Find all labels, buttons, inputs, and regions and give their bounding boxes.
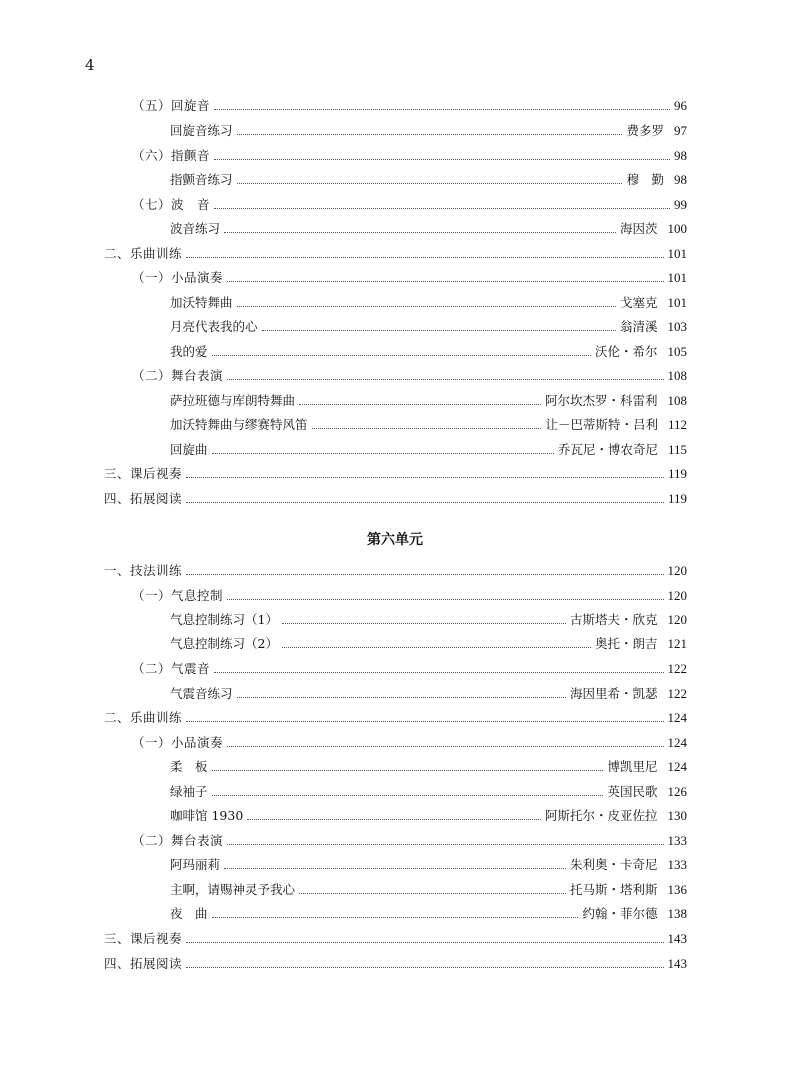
leader-dots (186, 477, 664, 478)
toc-page: 101 (667, 246, 687, 261)
toc-entry (170, 295, 687, 311)
toc-title: （一）小品演奏 (132, 735, 224, 750)
toc-entry (132, 833, 687, 849)
toc-title: 月亮代表我的心 (170, 319, 258, 334)
toc-entry (104, 563, 687, 579)
leader-dots (186, 257, 663, 258)
toc-entry (132, 148, 687, 164)
page-number: 4 (85, 56, 95, 74)
toc-page: 98 (674, 148, 687, 163)
toc-entry (170, 172, 687, 188)
toc-page: 124 (667, 710, 687, 725)
toc-entry (170, 417, 687, 433)
toc-entry (170, 636, 687, 652)
toc-page: 119 (667, 491, 687, 506)
toc-entry (132, 735, 687, 751)
toc-author: 让－巴蒂斯特・吕利 (545, 417, 658, 432)
toc-title: （一）小品演奏 (132, 270, 224, 285)
leader-dots (212, 770, 604, 771)
toc-title: 柔 板 (170, 759, 208, 774)
toc-page: 97 (674, 123, 687, 138)
toc-author: 古斯塔夫・欣克 (569, 612, 658, 627)
leader-dots (247, 819, 541, 820)
toc-page: 98 (674, 172, 687, 187)
toc-author: 英国民歌 (607, 784, 658, 799)
toc-page: 120 (667, 563, 687, 578)
leader-dots (237, 134, 623, 135)
toc-entry (170, 442, 687, 458)
leader-dots (237, 697, 566, 698)
toc-title: 主啊，请赐神灵予我心 (170, 882, 296, 897)
leader-dots (186, 967, 663, 968)
toc-entry (170, 393, 687, 409)
leader-dots (227, 281, 663, 282)
toc-page: 124 (667, 735, 687, 750)
toc-entry (170, 319, 687, 335)
toc-title: （一）气息控制 (132, 588, 224, 603)
leader-dots (299, 893, 566, 894)
toc-page: 121 (667, 636, 687, 651)
toc-entry (170, 344, 687, 360)
toc-entry (104, 466, 687, 482)
toc-page: 120 (667, 588, 687, 603)
toc-entry (132, 98, 687, 114)
toc-author: 奥托・朗吉 (594, 636, 658, 651)
leader-dots (282, 647, 591, 648)
toc-title: 三、课后视奏 (104, 931, 183, 946)
toc-page: 126 (667, 784, 687, 799)
toc-author: 乔瓦尼・博农奇尼 (557, 442, 658, 457)
leader-dots (224, 868, 566, 869)
leader-dots (299, 404, 541, 405)
toc-entry (132, 197, 687, 213)
toc-author: 朱利奥・卡奇尼 (569, 857, 658, 872)
toc-entry (170, 221, 687, 237)
leader-dots (186, 502, 664, 503)
toc-page: 136 (667, 882, 687, 897)
leader-dots (224, 232, 616, 233)
toc-page: 133 (667, 833, 687, 848)
toc-author: 阿尔坎杰罗・科雷利 (544, 393, 658, 408)
toc-title: （六）指颤音 (132, 148, 211, 163)
toc-title: 回旋音练习 (170, 123, 233, 138)
toc-title: 三、课后视奏 (104, 466, 183, 481)
toc-page: 96 (674, 98, 687, 113)
toc-entry (132, 588, 687, 604)
leader-dots (212, 795, 604, 796)
leader-dots (312, 428, 542, 429)
toc-author: 博凯里尼 (607, 759, 658, 774)
leader-dots (227, 599, 663, 600)
toc-title: （二）气震音 (132, 661, 211, 676)
leader-dots (186, 721, 663, 722)
toc-title: 四、拓展阅读 (104, 491, 183, 506)
toc-page: 99 (674, 197, 687, 212)
leader-dots (237, 183, 623, 184)
toc-title: 气息控制练习（2） (170, 636, 278, 651)
toc-page: 122 (667, 686, 687, 701)
toc-page: 101 (667, 270, 687, 285)
leader-dots (186, 574, 663, 575)
toc-page: 143 (667, 956, 687, 971)
toc-author: 托马斯・塔利斯 (569, 882, 658, 897)
leader-dots (262, 330, 616, 331)
toc-author: 海因茨 (619, 221, 658, 236)
leader-dots (212, 453, 554, 454)
leader-dots (212, 917, 579, 918)
toc-page: 130 (667, 808, 687, 823)
toc-page: 103 (667, 319, 687, 334)
leader-dots (214, 672, 663, 673)
toc-entry (170, 784, 687, 800)
toc-title: 加沃特舞曲 (170, 295, 233, 310)
toc-title: 萨拉班德与库朗特舞曲 (170, 393, 296, 408)
toc-author: 海因里希・凯瑟 (569, 686, 658, 701)
toc-title: （二）舞台表演 (132, 368, 224, 383)
toc-entry (104, 491, 687, 507)
toc-page: 120 (667, 612, 687, 627)
toc-title: 夜 曲 (170, 906, 208, 921)
toc-title: 二、乐曲训练 (104, 710, 183, 725)
toc-author: 穆 勤 (626, 172, 664, 187)
toc-entry (170, 882, 687, 898)
toc-entry (104, 931, 687, 947)
leader-dots (227, 379, 663, 380)
toc-title: 加沃特舞曲与缪赛特风笛 (170, 417, 308, 432)
leader-dots (212, 355, 591, 356)
leader-dots (186, 942, 663, 943)
toc-entry (104, 956, 687, 972)
toc-author: 沃伦・希尔 (594, 344, 658, 359)
toc-title: 一、技法训练 (104, 563, 183, 578)
toc-author: 戈塞克 (619, 295, 658, 310)
toc-author: 阿斯托尔・皮亚佐拉 (544, 808, 658, 823)
toc-title: 气息控制练习（1） (170, 612, 278, 627)
toc-title: 阿玛丽莉 (170, 857, 221, 872)
toc-entry (132, 368, 687, 384)
toc-title: 绿袖子 (170, 784, 208, 799)
leader-dots (282, 623, 566, 624)
toc-page: 115 (667, 442, 687, 457)
toc-page: 138 (667, 906, 687, 921)
toc-entry (170, 686, 687, 702)
toc-page: 108 (667, 368, 687, 383)
toc-author: 翁清溪 (619, 319, 658, 334)
toc-title: 回旋曲 (170, 442, 208, 457)
toc-page: 100 (667, 221, 687, 236)
toc-page: 119 (667, 466, 687, 481)
toc-page: 133 (667, 857, 687, 872)
toc-page: 122 (667, 661, 687, 676)
toc-title: 二、乐曲训练 (104, 246, 183, 261)
toc-entry (132, 270, 687, 286)
toc-title: （二）舞台表演 (132, 833, 224, 848)
toc-entry (132, 661, 687, 677)
toc-entry (104, 710, 687, 726)
toc-author: 约翰・菲尔德 (582, 906, 658, 921)
toc-page: 112 (667, 417, 687, 432)
toc-title: （五）回旋音 (132, 98, 211, 113)
toc-title: 波音练习 (170, 221, 221, 236)
toc-entry (104, 246, 687, 262)
toc-page: 124 (667, 759, 687, 774)
toc-entry (170, 906, 687, 922)
toc-entry (170, 123, 687, 139)
toc-author: 费多罗 (626, 123, 664, 138)
section-heading: 第六单元 (367, 532, 423, 548)
toc-title: （七）波 音 (132, 197, 211, 212)
leader-dots (214, 109, 670, 110)
toc-page: 105 (667, 344, 687, 359)
leader-dots (227, 844, 663, 845)
leader-dots (237, 306, 616, 307)
toc-entry (170, 612, 687, 628)
toc-page: 143 (667, 931, 687, 946)
toc-page: 101 (667, 295, 687, 310)
leader-dots (227, 746, 663, 747)
toc-entry (170, 808, 687, 824)
toc-title: 气震音练习 (170, 686, 233, 701)
toc-title: 四、拓展阅读 (104, 956, 183, 971)
toc-page: 108 (667, 393, 687, 408)
leader-dots (214, 159, 670, 160)
toc-entry (170, 759, 687, 775)
leader-dots (214, 208, 670, 209)
toc-title: 咖啡馆 1930 (170, 808, 244, 823)
toc-entry (170, 857, 687, 873)
toc-title: 指颤音练习 (170, 172, 233, 187)
toc-title: 我的爱 (170, 344, 208, 359)
